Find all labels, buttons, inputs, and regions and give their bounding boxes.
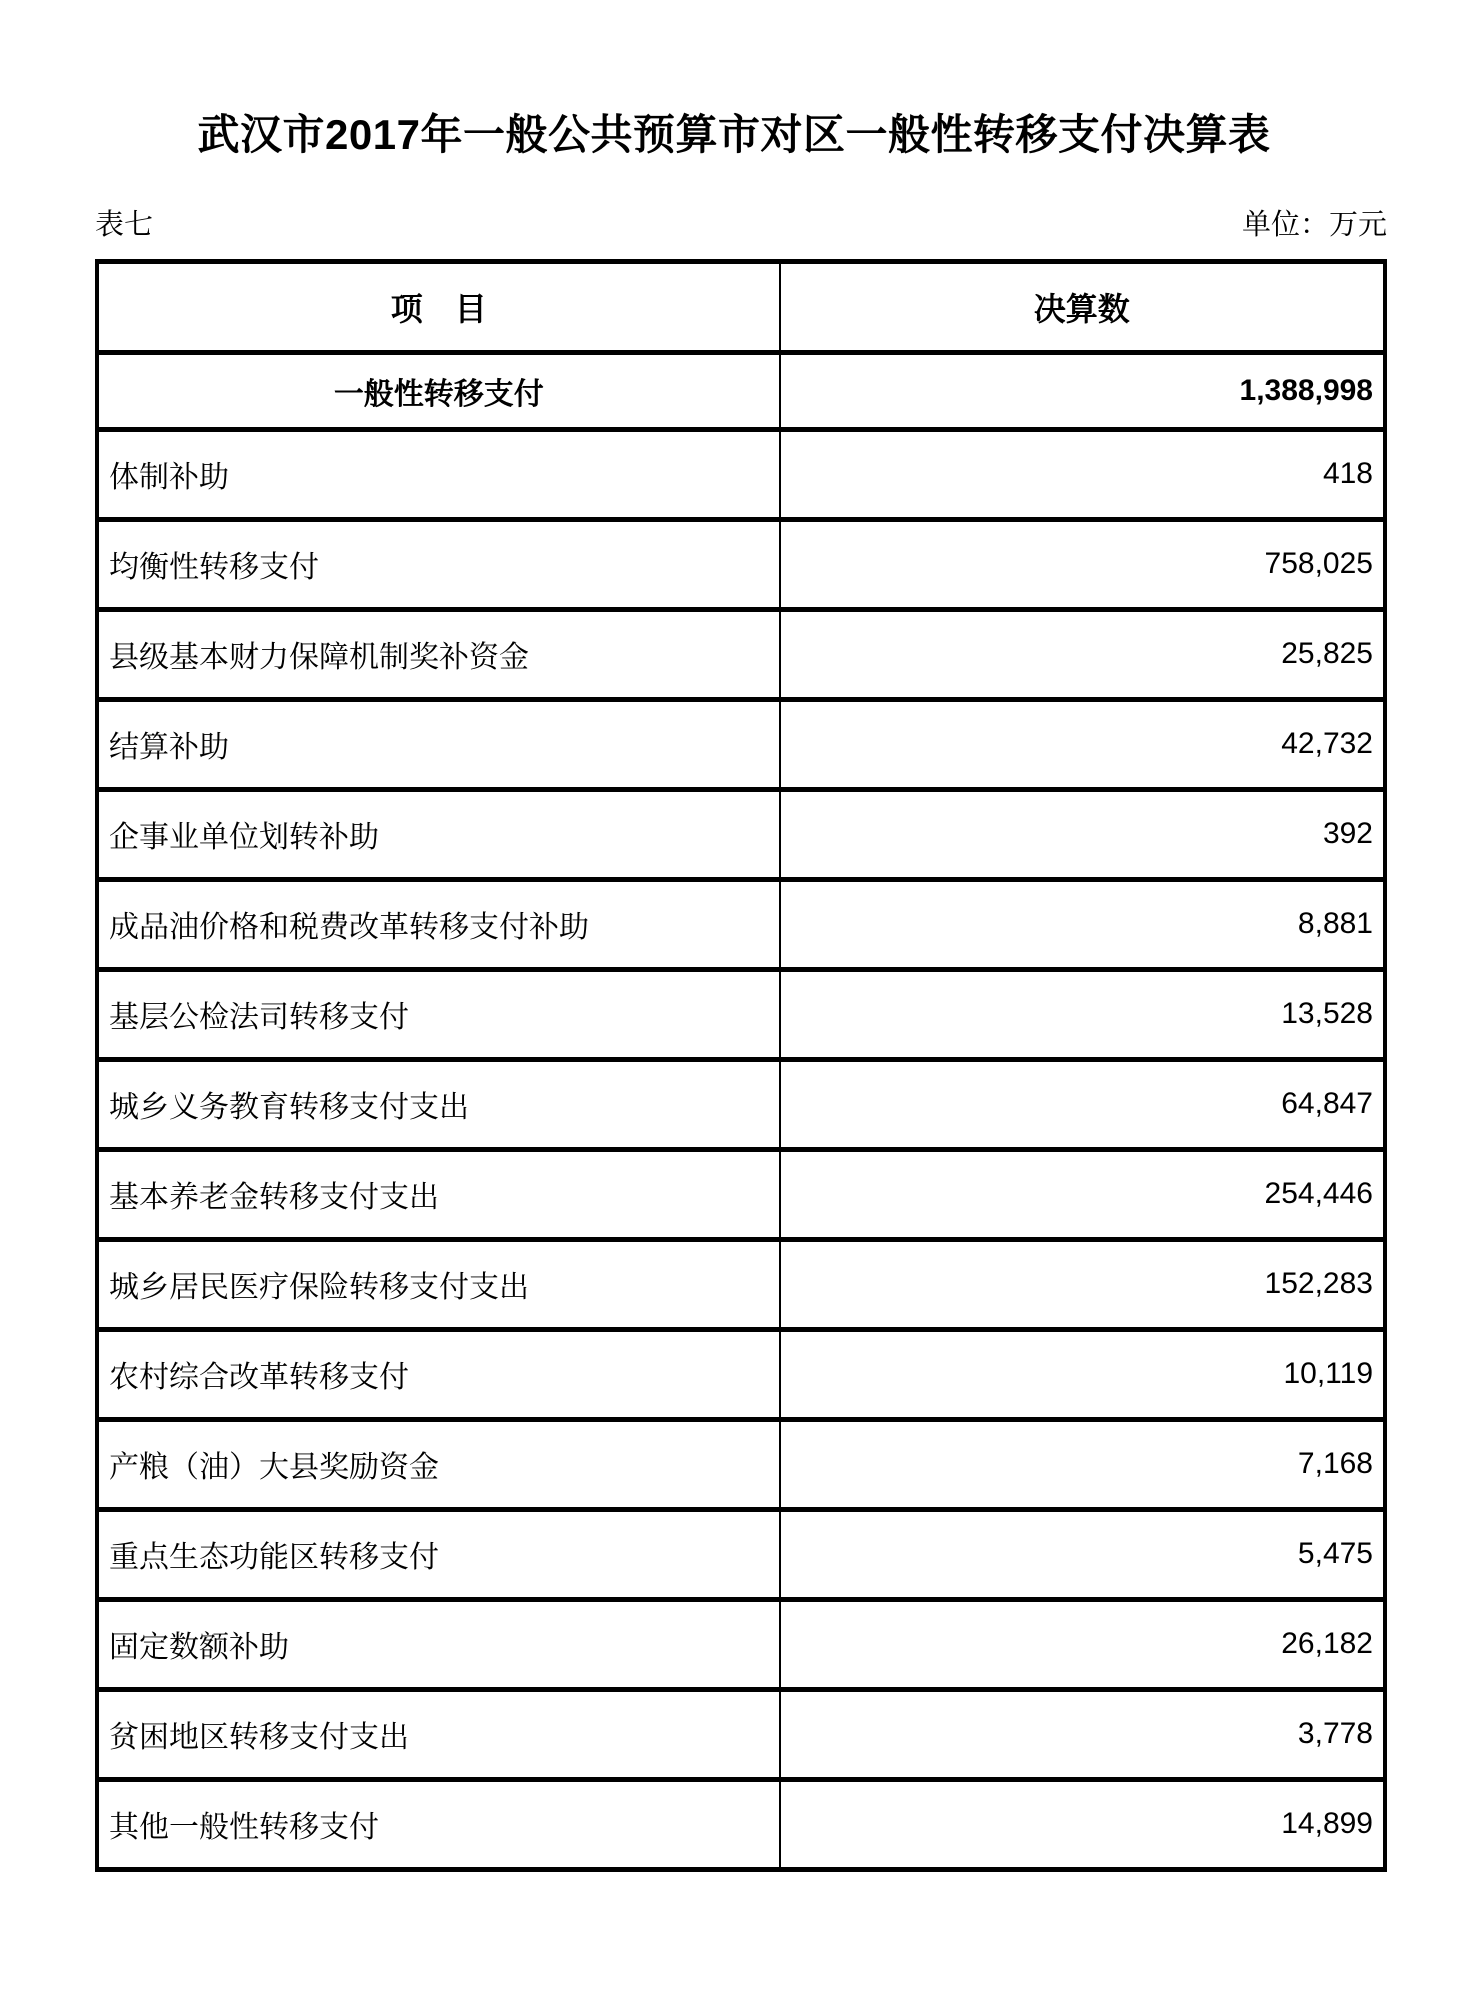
table-row [97, 609, 1385, 699]
row-item-label: 城乡居民医疗保险转移支付支出 [97, 1239, 780, 1329]
row-value: 13,528 [780, 969, 1385, 1059]
row-value: 25,825 [780, 609, 1385, 699]
table-row [97, 429, 1385, 519]
column-header-item: 项 目 [97, 261, 780, 352]
row-item-label: 产粮（油）大县奖励资金 [97, 1419, 780, 1509]
row-value: 42,732 [780, 699, 1385, 789]
row-item-label: 城乡义务教育转移支付支出 [97, 1059, 780, 1149]
row-item-label: 重点生态功能区转移支付 [97, 1509, 780, 1599]
column-header-amount: 决算数 [780, 261, 1385, 352]
table-row [97, 1329, 1385, 1419]
row-value: 5,475 [780, 1509, 1385, 1599]
table-header-row [97, 261, 1385, 352]
table-row [97, 789, 1385, 879]
table-row [97, 699, 1385, 789]
table-row [97, 1509, 1385, 1599]
table-row [97, 1149, 1385, 1239]
row-item-label: 农村综合改革转移支付 [97, 1329, 780, 1419]
row-value: 758,025 [780, 519, 1385, 609]
table-row [97, 879, 1385, 969]
row-value: 7,168 [780, 1419, 1385, 1509]
unit-label: 单位：万元 [1241, 209, 1387, 242]
table-row [97, 1599, 1385, 1689]
row-item-label: 均衡性转移支付 [97, 519, 780, 609]
table-row [97, 1239, 1385, 1329]
row-value: 152,283 [780, 1239, 1385, 1329]
transfer-payment-table [95, 259, 1387, 1872]
table-row-total [97, 352, 1385, 429]
row-item-label: 县级基本财力保障机制奖补资金 [97, 609, 780, 699]
row-item-label: 企事业单位划转补助 [97, 789, 780, 879]
row-value: 8,881 [780, 879, 1385, 969]
table-row [97, 1059, 1385, 1149]
table-row [97, 1779, 1385, 1869]
row-value: 14,899 [780, 1779, 1385, 1869]
page-title: 武汉市2017年一般公共预算市对区一般性转移支付决算表 [197, 111, 1271, 158]
row-item-label: 基本养老金转移支付支出 [97, 1149, 780, 1239]
row-value: 64,847 [780, 1059, 1385, 1149]
row-item-label: 结算补助 [97, 699, 780, 789]
row-item-label: 贫困地区转移支付支出 [97, 1689, 780, 1779]
total-row-label: 一般性转移支付 [97, 352, 780, 429]
row-value: 418 [780, 429, 1385, 519]
total-row-value: 1,388,998 [780, 352, 1385, 429]
row-item-label: 固定数额补助 [97, 1599, 780, 1689]
row-value: 3,778 [780, 1689, 1385, 1779]
table-row [97, 1689, 1385, 1779]
row-item-label: 体制补助 [97, 429, 780, 519]
row-item-label: 基层公检法司转移支付 [97, 969, 780, 1059]
table-row [97, 969, 1385, 1059]
table-meta-row [95, 208, 1387, 243]
table-row [97, 1419, 1385, 1509]
row-value: 10,119 [780, 1329, 1385, 1419]
row-item-label: 成品油价格和税费改革转移支付补助 [97, 879, 780, 969]
row-value: 254,446 [780, 1149, 1385, 1239]
row-value: 26,182 [780, 1599, 1385, 1689]
row-item-label: 其他一般性转移支付 [97, 1779, 780, 1869]
row-value: 392 [780, 789, 1385, 879]
table-number-label: 表七 [95, 209, 154, 242]
table-row [97, 519, 1385, 609]
